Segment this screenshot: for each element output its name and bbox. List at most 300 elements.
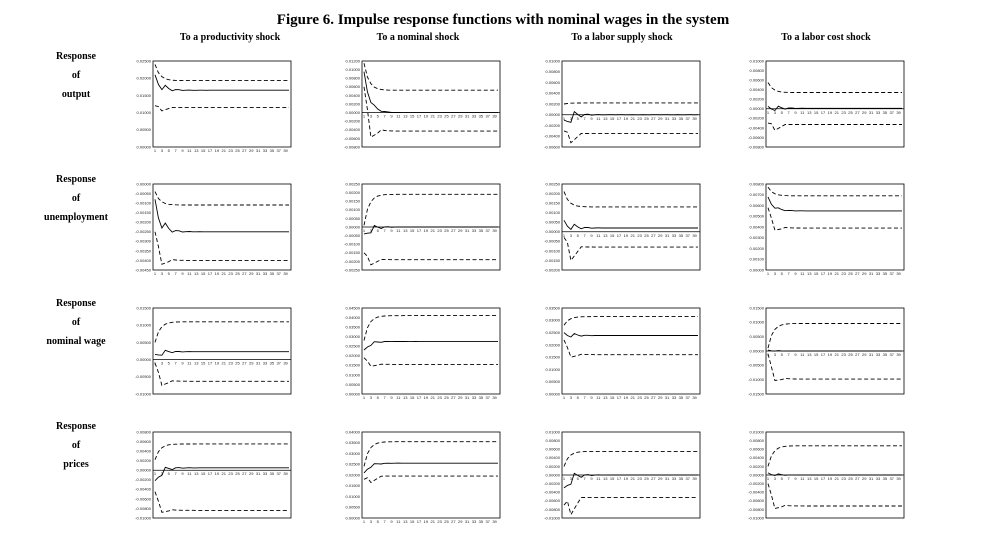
- x-tick-label: 11: [187, 471, 192, 477]
- x-tick-label: 31: [664, 115, 670, 121]
- x-tick-label: 9: [181, 360, 184, 366]
- y-tick-label: 0.00600: [136, 438, 151, 444]
- x-tick-label: 27: [855, 352, 860, 357]
- y-tick-label: 0.00000: [545, 112, 560, 118]
- irf-chart-2-1: [346, 305, 500, 400]
- y-tick-label: -0.00400: [748, 489, 764, 495]
- x-tick-label: 13: [403, 519, 408, 524]
- x-tick-label: 33: [671, 232, 677, 238]
- lower-band-line: [155, 232, 289, 264]
- y-tick-label: -0.01000: [135, 515, 151, 521]
- y-tick-label: 0.00400: [545, 455, 560, 461]
- x-tick-label: 39: [896, 476, 901, 481]
- upper-band-line: [155, 322, 289, 343]
- y-tick-label: -0.00200: [344, 118, 360, 124]
- x-tick-label: 19: [623, 395, 629, 400]
- y-tick-label: 0.01000: [545, 366, 560, 372]
- y-tick-label: 0.02500: [545, 329, 560, 335]
- x-tick-label: 1: [153, 471, 157, 477]
- y-tick-label: 0.01200: [345, 58, 360, 64]
- x-tick-label: 25: [644, 476, 649, 481]
- x-tick-label: 7: [787, 352, 790, 357]
- y-tick-label: 0.00500: [136, 127, 151, 133]
- x-tick-label: 13: [194, 148, 199, 153]
- x-tick-label: 9: [390, 519, 393, 524]
- x-tick-label: 19: [214, 360, 220, 366]
- x-tick-label: 15: [200, 271, 206, 276]
- x-tick-label: 37: [485, 113, 490, 119]
- x-tick-label: 39: [692, 395, 697, 400]
- x-tick-label: 29: [248, 148, 254, 153]
- irf-chart-1-1: [344, 181, 500, 272]
- y-tick-label: 0.04000: [345, 429, 360, 435]
- x-tick-label: 21: [834, 271, 839, 276]
- x-tick-label: 1: [153, 360, 157, 366]
- x-tick-label: 5: [167, 148, 170, 153]
- x-tick-label: 1: [562, 395, 566, 400]
- y-tick-label: 0.04500: [345, 305, 360, 311]
- irf-chart-1-0: [135, 181, 291, 276]
- x-tick-label: 27: [651, 395, 656, 400]
- y-tick-label: -0.00400: [544, 489, 560, 495]
- y-tick-label: 0.00000: [345, 515, 360, 521]
- plot-frame: [362, 308, 500, 394]
- x-tick-label: 35: [269, 471, 275, 477]
- y-tick-label: 0.00000: [545, 391, 560, 397]
- x-tick-label: 29: [657, 476, 663, 481]
- y-tick-label: -0.00150: [344, 250, 360, 256]
- y-tick-label: 0.01000: [749, 58, 764, 64]
- x-tick-label: 23: [228, 271, 233, 276]
- y-tick-label: 0.00000: [345, 110, 360, 115]
- x-tick-label: 23: [437, 228, 442, 233]
- x-tick-label: 33: [875, 109, 881, 115]
- x-tick-label: 29: [861, 476, 867, 481]
- y-tick-label: -0.00200: [344, 258, 360, 264]
- x-tick-label: 35: [478, 113, 484, 119]
- irf-chart-0-1: [344, 58, 500, 149]
- x-tick-label: 23: [437, 519, 442, 524]
- y-tick-label: 0.03500: [545, 305, 560, 311]
- y-tick-label: 0.03000: [345, 334, 360, 340]
- x-tick-label: 1: [562, 232, 566, 238]
- x-tick-label: 13: [403, 113, 408, 119]
- x-tick-label: 39: [283, 148, 288, 153]
- x-tick-label: 29: [248, 360, 254, 366]
- x-tick-label: 29: [457, 228, 463, 233]
- upper-band-line: [768, 324, 902, 349]
- plot-frame: [562, 308, 700, 394]
- x-tick-label: 13: [807, 109, 812, 115]
- row-header-bottom: nominal wage: [46, 336, 106, 347]
- y-tick-label: 0.00800: [136, 429, 151, 435]
- x-tick-label: 37: [889, 271, 894, 276]
- y-tick-label: -0.00200: [135, 219, 151, 225]
- x-tick-label: 13: [603, 476, 608, 481]
- x-tick-label: 21: [834, 476, 839, 481]
- x-tick-label: 27: [242, 471, 247, 477]
- response-line: [768, 197, 902, 211]
- x-tick-label: 3: [160, 471, 163, 477]
- y-tick-label: 0.02000: [545, 342, 560, 348]
- irf-chart-2-0: [135, 305, 291, 396]
- y-tick-label: 0.00500: [345, 504, 360, 510]
- x-tick-label: 21: [221, 360, 226, 366]
- x-tick-label: 35: [882, 271, 888, 276]
- x-tick-label: 17: [820, 476, 826, 481]
- x-tick-label: 37: [276, 271, 281, 276]
- x-tick-label: 37: [276, 148, 281, 153]
- x-tick-label: 3: [369, 519, 372, 524]
- x-tick-label: 33: [671, 476, 677, 481]
- row-header-mid: of: [71, 317, 81, 328]
- y-tick-label: -0.01000: [748, 515, 764, 521]
- x-tick-label: 11: [596, 232, 601, 238]
- x-tick-label: 35: [882, 476, 888, 481]
- x-tick-label: 27: [651, 476, 656, 481]
- response-line: [364, 463, 498, 473]
- x-tick-label: 13: [807, 271, 812, 276]
- x-tick-label: 27: [451, 113, 456, 119]
- upper-band-line: [364, 194, 498, 225]
- x-tick-label: 19: [827, 352, 833, 357]
- y-tick-label: 0.00000: [545, 229, 560, 235]
- x-tick-label: 17: [820, 109, 826, 115]
- x-tick-label: 15: [813, 109, 819, 115]
- y-tick-label: 0.00400: [749, 455, 764, 461]
- x-tick-label: 9: [590, 476, 593, 481]
- x-tick-label: 33: [262, 148, 268, 153]
- x-tick-label: 19: [623, 476, 629, 481]
- irf-chart-1-2: [544, 181, 700, 272]
- x-tick-label: 33: [262, 471, 268, 477]
- y-tick-label: -0.00800: [544, 506, 560, 512]
- x-tick-label: 9: [181, 471, 184, 477]
- response-line: [564, 220, 698, 229]
- x-tick-label: 11: [800, 476, 805, 481]
- x-tick-label: 25: [444, 228, 449, 233]
- y-tick-label: -0.00800: [748, 144, 764, 150]
- y-tick-label: 0.00700: [749, 192, 764, 198]
- y-tick-label: -0.00100: [544, 248, 560, 254]
- x-tick-label: 9: [794, 476, 797, 481]
- x-tick-label: 5: [167, 360, 170, 366]
- x-tick-label: 39: [283, 271, 288, 276]
- x-tick-label: 23: [841, 476, 846, 481]
- x-tick-label: 25: [235, 471, 240, 477]
- x-tick-label: 21: [221, 148, 226, 153]
- irf-chart-0-2: [544, 58, 700, 149]
- y-tick-label: -0.00600: [544, 498, 560, 504]
- lower-band-line: [364, 358, 498, 367]
- x-tick-label: 31: [255, 360, 261, 366]
- x-tick-label: 33: [671, 395, 677, 400]
- x-tick-label: 17: [416, 228, 422, 233]
- y-tick-label: 0.00100: [545, 210, 560, 216]
- x-tick-label: 39: [492, 113, 497, 119]
- y-tick-label: 0.00200: [749, 245, 764, 251]
- x-tick-label: 29: [457, 113, 463, 119]
- x-tick-label: 3: [569, 232, 572, 238]
- x-tick-label: 5: [376, 228, 379, 233]
- y-tick-label: -0.00500: [135, 374, 151, 380]
- x-tick-label: 17: [416, 519, 422, 524]
- x-tick-label: 25: [644, 115, 649, 121]
- x-tick-label: 25: [644, 395, 649, 400]
- x-tick-label: 1: [362, 395, 366, 400]
- response-line: [768, 350, 902, 351]
- y-tick-label: 0.00300: [749, 235, 764, 241]
- irf-chart-3-0: [135, 429, 291, 520]
- y-tick-label: 0.00000: [345, 391, 360, 397]
- x-tick-label: 33: [671, 115, 677, 121]
- y-tick-label: 0.00800: [545, 69, 560, 75]
- x-tick-label: 17: [616, 395, 622, 400]
- upper-band-line: [155, 64, 289, 80]
- lower-band-line: [364, 476, 498, 482]
- upper-band-line: [564, 317, 698, 326]
- x-tick-label: 7: [383, 395, 386, 400]
- x-tick-label: 39: [692, 476, 697, 481]
- x-tick-label: 9: [390, 113, 393, 119]
- y-tick-label: -0.01000: [135, 391, 151, 397]
- x-tick-label: 15: [813, 476, 819, 481]
- y-tick-label: -0.00500: [748, 362, 764, 368]
- row-header-top: Response: [55, 51, 96, 62]
- x-tick-label: 5: [376, 519, 379, 524]
- y-tick-label: -0.00300: [135, 238, 151, 244]
- x-tick-label: 23: [637, 115, 642, 121]
- y-tick-label: -0.00400: [135, 257, 151, 263]
- y-tick-label: 0.00500: [749, 213, 764, 219]
- y-tick-label: 0.00600: [749, 202, 764, 208]
- x-tick-label: 7: [383, 113, 386, 119]
- y-tick-label: 0.00800: [545, 438, 560, 443]
- x-tick-label: 21: [834, 352, 839, 357]
- x-tick-label: 1: [362, 519, 366, 524]
- x-tick-label: 39: [492, 395, 497, 400]
- response-line: [768, 473, 902, 476]
- y-tick-label: 0.00400: [136, 448, 151, 454]
- x-tick-label: 15: [409, 395, 415, 400]
- y-tick-label: 0.00200: [136, 458, 151, 464]
- y-tick-label: 0.00050: [545, 219, 560, 225]
- x-tick-label: 17: [616, 476, 622, 481]
- y-tick-label: 0.00600: [545, 79, 560, 85]
- x-tick-label: 9: [390, 228, 393, 233]
- y-tick-label: -0.00600: [748, 134, 764, 140]
- x-tick-label: 19: [423, 519, 429, 524]
- row-header-mid: of: [71, 193, 81, 204]
- lower-band-line: [155, 106, 289, 111]
- x-tick-label: 19: [827, 271, 833, 276]
- x-tick-label: 15: [609, 476, 615, 481]
- lower-band-line: [768, 123, 902, 130]
- x-tick-label: 35: [882, 109, 888, 115]
- x-tick-label: 35: [678, 232, 684, 238]
- x-tick-label: 33: [875, 352, 881, 357]
- plot-frame: [766, 61, 904, 147]
- y-tick-label: 0.03000: [345, 450, 360, 456]
- row-header-mid: of: [71, 70, 81, 81]
- x-tick-label: 29: [457, 395, 463, 400]
- x-tick-label: 19: [423, 228, 429, 233]
- x-tick-label: 25: [444, 113, 449, 119]
- x-tick-label: 9: [181, 148, 184, 153]
- x-tick-label: 17: [820, 271, 826, 276]
- x-tick-label: 35: [478, 395, 484, 400]
- y-tick-label: -0.00400: [544, 133, 560, 139]
- y-tick-label: -0.00050: [135, 190, 151, 196]
- x-tick-label: 27: [651, 232, 656, 238]
- x-tick-label: 13: [807, 476, 812, 481]
- x-tick-label: 39: [492, 228, 497, 233]
- x-tick-label: 37: [685, 232, 690, 238]
- y-tick-label: 0.01000: [749, 319, 764, 325]
- irf-chart-0-3: [748, 58, 904, 149]
- x-tick-label: 3: [569, 476, 572, 481]
- response-line: [155, 199, 289, 232]
- plot-frame: [562, 184, 700, 270]
- y-tick-label: 0.00200: [345, 190, 360, 195]
- y-tick-label: 0.01500: [345, 362, 360, 368]
- x-tick-label: 21: [430, 228, 435, 233]
- x-tick-label: 31: [464, 395, 470, 400]
- x-tick-label: 3: [160, 271, 163, 276]
- y-tick-label: 0.00400: [749, 224, 764, 230]
- x-tick-label: 7: [383, 228, 386, 233]
- x-tick-label: 35: [678, 395, 684, 400]
- y-tick-label: 0.01500: [749, 305, 764, 311]
- y-tick-label: 0.01000: [345, 493, 360, 499]
- row-header-bottom: output: [61, 89, 91, 100]
- y-tick-label: -0.01500: [748, 391, 764, 397]
- y-tick-label: 0.00150: [545, 200, 560, 206]
- x-tick-label: 33: [875, 476, 881, 481]
- y-tick-label: 0.03500: [345, 440, 360, 446]
- x-tick-label: 15: [609, 395, 615, 400]
- irf-chart-3-3: [748, 429, 904, 520]
- x-tick-label: 23: [228, 471, 233, 477]
- y-tick-label: 0.00400: [749, 87, 764, 93]
- x-tick-label: 35: [478, 228, 484, 233]
- x-tick-label: 17: [207, 471, 213, 477]
- lower-band-line: [364, 253, 498, 265]
- x-tick-label: 21: [630, 395, 635, 400]
- y-tick-label: 0.01000: [136, 322, 151, 328]
- x-tick-label: 23: [841, 271, 846, 276]
- x-tick-label: 23: [637, 395, 642, 400]
- x-tick-label: 37: [276, 471, 281, 477]
- y-tick-label: 0.01000: [136, 110, 151, 115]
- x-tick-label: 3: [369, 395, 372, 400]
- plot-frame: [362, 432, 500, 518]
- y-tick-label: 0.00000: [749, 348, 764, 354]
- x-tick-label: 37: [485, 395, 490, 400]
- x-tick-label: 21: [430, 113, 435, 119]
- x-tick-label: 27: [242, 271, 247, 276]
- x-tick-label: 7: [583, 476, 586, 481]
- x-tick-label: 3: [773, 109, 776, 115]
- x-tick-label: 1: [362, 228, 366, 233]
- x-tick-label: 3: [773, 271, 776, 276]
- column-header-productivity: To a productivity shock: [179, 32, 281, 43]
- x-tick-label: 5: [376, 113, 379, 119]
- y-tick-label: -0.00100: [135, 200, 151, 206]
- y-tick-label: 0.01000: [345, 372, 360, 378]
- y-tick-label: -0.01000: [748, 377, 764, 383]
- x-tick-label: 5: [780, 271, 783, 276]
- x-tick-label: 31: [868, 109, 874, 115]
- x-tick-label: 17: [207, 271, 213, 276]
- x-tick-label: 21: [221, 271, 226, 276]
- y-tick-label: 0.00500: [345, 381, 360, 387]
- x-tick-label: 33: [875, 271, 881, 276]
- y-tick-label: 0.00000: [136, 357, 151, 362]
- x-tick-label: 33: [471, 113, 477, 119]
- y-tick-label: -0.00400: [344, 127, 360, 133]
- x-tick-label: 35: [478, 519, 484, 524]
- plot-frame: [766, 184, 904, 270]
- x-tick-label: 7: [174, 148, 177, 153]
- x-tick-label: 31: [255, 148, 261, 153]
- row-header-mid: of: [71, 440, 81, 451]
- x-tick-label: 5: [167, 271, 170, 276]
- upper-band-line: [364, 442, 498, 467]
- x-tick-label: 23: [228, 148, 233, 153]
- x-tick-label: 9: [794, 271, 797, 276]
- x-tick-label: 19: [214, 148, 220, 153]
- x-tick-label: 13: [603, 232, 608, 238]
- y-tick-label: -0.00200: [748, 115, 764, 121]
- x-tick-label: 11: [187, 148, 192, 153]
- x-tick-label: 13: [194, 360, 199, 366]
- x-tick-label: 15: [409, 113, 415, 119]
- y-tick-label: 0.02000: [136, 75, 151, 81]
- x-tick-label: 25: [848, 109, 853, 115]
- x-tick-label: 39: [283, 471, 288, 477]
- x-tick-label: 27: [855, 476, 860, 481]
- x-tick-label: 37: [685, 476, 690, 481]
- y-tick-label: 0.00250: [345, 181, 360, 187]
- column-header-labor-supply: To a labor supply shock: [571, 32, 673, 43]
- row-header-top: Response: [55, 298, 96, 309]
- y-tick-label: -0.00400: [135, 486, 151, 492]
- lower-band-line: [768, 484, 902, 509]
- plot-frame: [153, 184, 291, 270]
- x-tick-label: 11: [596, 115, 601, 121]
- x-tick-label: 15: [609, 232, 615, 238]
- x-tick-label: 1: [766, 476, 770, 481]
- upper-band-line: [768, 446, 902, 467]
- row-header-top: Response: [55, 174, 96, 185]
- x-tick-label: 23: [841, 109, 846, 115]
- x-tick-label: 11: [800, 271, 805, 276]
- x-tick-label: 3: [160, 148, 163, 153]
- x-tick-label: 29: [861, 352, 867, 357]
- y-tick-label: 0.02000: [345, 353, 360, 359]
- x-tick-label: 15: [409, 228, 415, 233]
- x-tick-label: 5: [576, 232, 579, 238]
- x-tick-label: 19: [623, 232, 629, 238]
- x-tick-label: 7: [174, 360, 177, 366]
- x-tick-label: 23: [437, 113, 442, 119]
- x-tick-label: 23: [437, 395, 442, 400]
- lower-band-line: [768, 354, 902, 381]
- x-tick-label: 11: [396, 228, 401, 233]
- x-tick-label: 21: [221, 471, 226, 477]
- y-tick-label: 0.02000: [345, 472, 360, 478]
